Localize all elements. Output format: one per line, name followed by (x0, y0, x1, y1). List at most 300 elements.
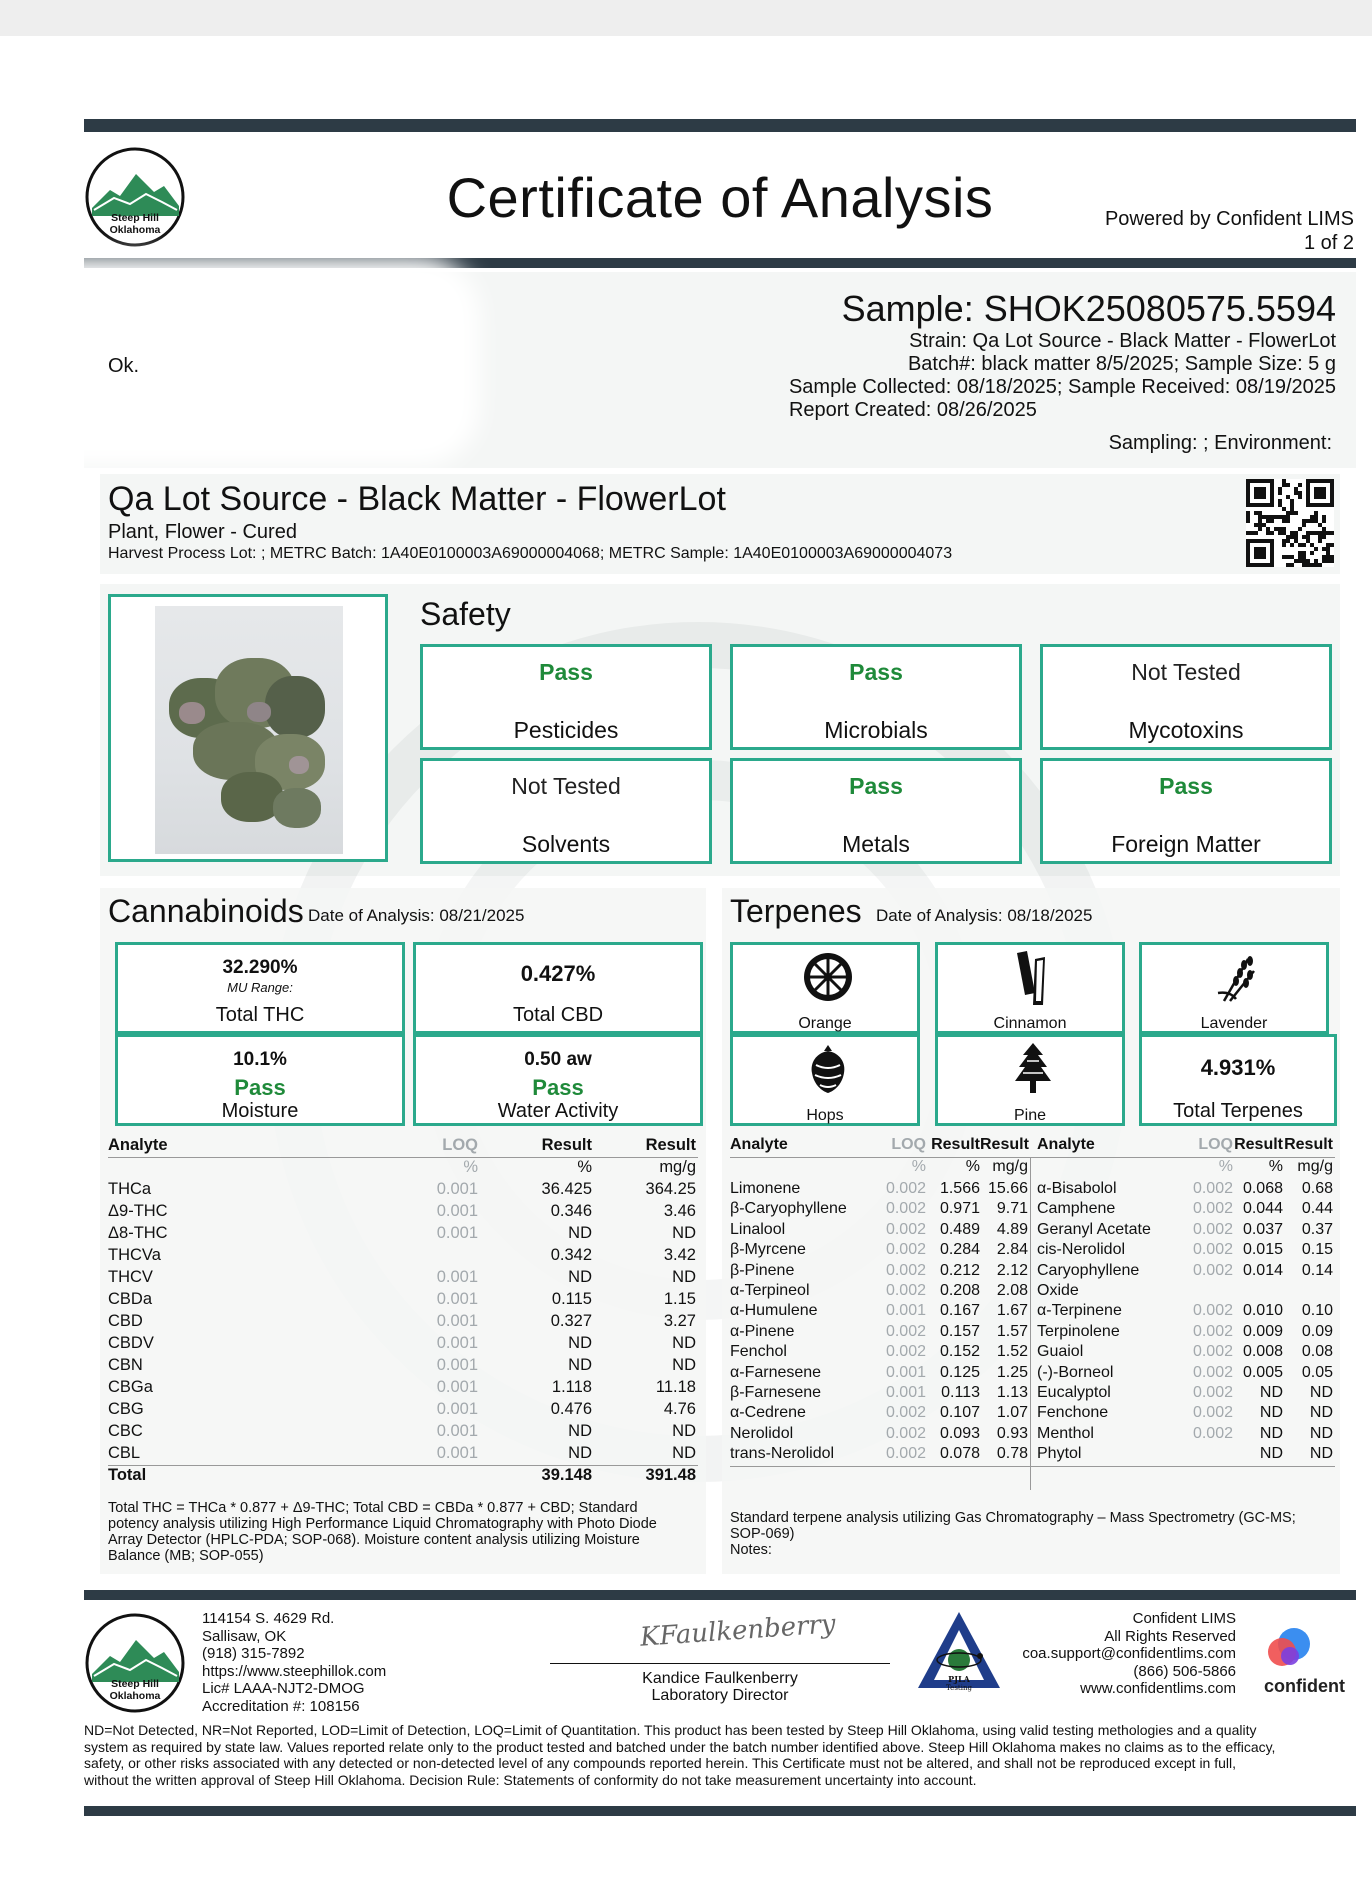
analyte-loq: 0.002 (1192, 1220, 1233, 1238)
analyte-result-mg: ND (672, 1224, 696, 1242)
moisture-box (115, 1034, 405, 1126)
analyte-loq: 0.001 (436, 1400, 478, 1418)
analyte-result-pct: ND (568, 1334, 592, 1352)
client-partial: Ok. (108, 355, 140, 377)
lavender-icon (1212, 951, 1262, 1003)
analyte-loq: 0.001 (436, 1356, 478, 1374)
analyte-loq: 0.001 (436, 1422, 478, 1440)
safety-test-microbials (730, 644, 1022, 750)
col-result-pct: Result (541, 1136, 592, 1154)
analyte-name: cis-Nerolidol (1037, 1241, 1126, 1259)
analyte-loq: 0.002 (1192, 1384, 1233, 1401)
analyte-result-mg: ND (1309, 1424, 1333, 1442)
terpenes-heading: Terpenes (730, 893, 862, 929)
lims-website-link[interactable]: www.confidentlims.com (1080, 1680, 1236, 1697)
terpenes-table (730, 1136, 1335, 1486)
analyte-loq: 0.002 (1192, 1363, 1233, 1381)
analyte-result-mg: 0.44 (1301, 1200, 1333, 1218)
analyte-loq: 0.002 (885, 1343, 926, 1361)
analyte-result-mg: 0.93 (996, 1424, 1028, 1442)
steep-hill-logo-footer (84, 1612, 186, 1714)
analyte-name: THCV (108, 1268, 153, 1286)
moisture-value: 10.1% (233, 1049, 287, 1070)
unit-loq: % (463, 1158, 478, 1176)
analyte-result-mg: 0.09 (1301, 1322, 1333, 1340)
footer-rule-bottom (84, 1806, 1356, 1816)
analyte-result-pct: 0.115 (551, 1290, 592, 1308)
table-row (108, 1246, 698, 1268)
disclaimer-line: ND=Not Detected, NR=Not Reported, LOD=Limit of Detection, LOQ=Limit of Quantitation. This product has been tested by Steep Hill Oklahoma, using valid testing methologies and a quality (84, 1722, 1257, 1738)
analyte-result-pct: 0.212 (939, 1261, 980, 1279)
total-thc-mu: MU Range: (227, 980, 293, 995)
moisture-status: Pass (234, 1075, 286, 1100)
water-activity-status: Pass (532, 1075, 584, 1100)
analyte-loq: 0.002 (885, 1200, 926, 1218)
analyte-result-mg: 2.84 (996, 1241, 1028, 1259)
analyte-loq: 0.001 (885, 1302, 926, 1320)
analyte-result-pct: 0.044 (1242, 1200, 1283, 1218)
analyte-loq: 0.002 (1192, 1241, 1233, 1259)
analyte-result-pct: 0.005 (1242, 1363, 1283, 1381)
table-row (730, 1302, 1335, 1324)
col-loq: LOQ (442, 1136, 478, 1154)
table-row (108, 1180, 698, 1202)
analyte-name: Guaiol (1037, 1343, 1084, 1361)
analyte-result-mg: 4.89 (996, 1220, 1028, 1238)
analyte-result-mg: ND (672, 1422, 696, 1440)
cannabinoids-table (108, 1136, 698, 1486)
unit-pct: % (965, 1158, 980, 1175)
analyte-result-pct: 1.118 (551, 1378, 592, 1396)
terpenes-date: Date of Analysis: 08/18/2025 (876, 906, 1093, 925)
pine-icon (1013, 1041, 1053, 1097)
analyte-result-pct: ND (568, 1422, 592, 1440)
report-created: Report Created: 08/26/2025 (788, 399, 1037, 421)
analyte-result-mg: 0.78 (996, 1445, 1028, 1463)
accreditation-number: Accreditation #: 108156 (202, 1697, 360, 1715)
analyte-result-pct: 0.342 (550, 1246, 592, 1264)
col-analyte: Analyte (730, 1136, 788, 1153)
terpenes-note (730, 1510, 1335, 1558)
address-line: 114154 S. 4629 Rd. (202, 1610, 335, 1627)
analyte-result-pct: 0.152 (939, 1343, 980, 1361)
logo-text-line1: Steep Hill (111, 1678, 159, 1690)
moisture-label: Moisture (221, 1100, 299, 1122)
col-result-mg-2: Result (1284, 1136, 1333, 1153)
analyte-result-mg: ND (672, 1444, 696, 1462)
safety-test-foreign-matter (1040, 758, 1332, 864)
analyte-result-pct: ND (1259, 1404, 1283, 1422)
table-row (108, 1356, 698, 1378)
hops-icon (806, 1043, 850, 1095)
table-row (108, 1378, 698, 1400)
terpene-icon-cinnamon (935, 942, 1125, 1034)
analyte-result-mg: 1.67 (996, 1302, 1028, 1320)
terpene-name: Cinnamon (993, 1015, 1067, 1032)
analyte-loq: 0.001 (436, 1224, 478, 1242)
table-row (730, 1262, 1335, 1284)
safety-status: Pass (849, 659, 903, 685)
analyte-name: Δ9-THC (108, 1202, 168, 1220)
analyte-result-pct: ND (1259, 1445, 1283, 1463)
redacted-client-info (0, 256, 480, 466)
analyte-loq: 0.002 (885, 1404, 926, 1422)
analyte-result-pct: ND (1259, 1384, 1283, 1401)
table-row (108, 1400, 698, 1422)
analyte-result-pct: 0.068 (1242, 1180, 1283, 1197)
analyte-result-mg: 0.15 (1301, 1241, 1333, 1259)
safety-status: Pass (539, 659, 593, 685)
cannabinoids-date: Date of Analysis: 08/21/2025 (308, 906, 525, 925)
page-number: 1 of 2 (1303, 232, 1354, 254)
col-result-pct: Result (931, 1136, 980, 1153)
total-result-mg: 391.48 (645, 1466, 696, 1484)
top-margin (0, 0, 1372, 36)
total-label: Total (108, 1466, 147, 1484)
analyte-loq: 0.002 (1192, 1343, 1233, 1361)
disclaimer-line: without the written approval of Steep Hill Oklahoma. Decision Rule: Statements of conformity do not take measurement uncertainty into account. (84, 1771, 977, 1788)
analyte-name: α-Farnesene (730, 1363, 822, 1381)
unit-mg: mg/g (992, 1158, 1028, 1175)
cannabinoids-note-line: Array Detector (HPLC-PDA; SOP-068). Moisture content analysis utilizing Moisture (108, 1532, 640, 1548)
total-terpenes-box (1139, 1034, 1337, 1126)
table-row (108, 1290, 698, 1312)
sample-batch: Batch#: black matter 8/5/2025; Sample Size: 5 g (907, 353, 1336, 375)
analyte-loq: 0.002 (885, 1241, 926, 1259)
table-row (108, 1268, 698, 1290)
analyte-name: Caryophyllene (1037, 1261, 1140, 1279)
analyte-result-pct: 0.125 (939, 1363, 980, 1381)
table-row (730, 1343, 1335, 1365)
terpenes-note-line: Notes: (730, 1542, 772, 1558)
analyte-name: β-Caryophyllene (730, 1200, 847, 1218)
analyte-result-mg: 3.46 (663, 1202, 696, 1220)
analyte-result-mg: 9.71 (996, 1200, 1028, 1218)
analyte-name: β-Myrcene (730, 1241, 806, 1259)
sample-id: Sample: SHOK25080575.5594 (841, 288, 1336, 329)
analyte-loq: 0.002 (885, 1445, 926, 1463)
table-row (730, 1384, 1335, 1406)
analyte-result-mg: 0.08 (1301, 1343, 1333, 1361)
disclaimer (84, 1722, 1356, 1788)
table-row (108, 1422, 698, 1444)
analyte-loq: 0.001 (436, 1378, 478, 1396)
col-loq-2: LOQ (1198, 1136, 1233, 1153)
analyte-result-mg: 0.14 (1301, 1261, 1333, 1279)
analyte-result-pct: 0.476 (550, 1400, 592, 1418)
safety-status: Not Tested (511, 773, 621, 799)
cannabinoids-note-line: potency analysis utilizing High Performance Liquid Chromatography with Photo Diode (108, 1516, 657, 1532)
safety-test-pesticides (420, 644, 712, 750)
terpene-icon-orange (730, 942, 920, 1034)
analyte-result-mg: ND (672, 1334, 696, 1352)
terpenes-note-line: Standard terpene analysis utilizing Gas Chromatography – Mass Spectrometry (GC-MS; (730, 1510, 1296, 1526)
safety-label: Metals (842, 831, 910, 857)
unit-loq-2: % (1218, 1158, 1233, 1175)
analyte-result-pct: 0.327 (550, 1312, 592, 1330)
license-number: Lic# LAAA-NJT2-DMOG (202, 1680, 365, 1697)
total-row (108, 1466, 698, 1488)
terpene-name: Hops (806, 1107, 844, 1124)
qr-code[interactable] (1246, 479, 1334, 567)
analyte-result-mg: ND (672, 1268, 696, 1286)
safety-label: Microbials (824, 717, 928, 743)
cinnamon-icon (1013, 949, 1053, 1007)
analyte-result-mg: 2.12 (996, 1261, 1028, 1279)
logo-text-line2: Oklahoma (109, 1690, 161, 1702)
table-row (108, 1202, 698, 1224)
table-row (108, 1444, 698, 1466)
analyte-loq: 0.001 (436, 1290, 478, 1308)
director-signature: KFaulkenberry (639, 1609, 837, 1653)
analyte-result-pct: 0.008 (1242, 1343, 1283, 1361)
terpene-name: Lavender (1200, 1015, 1268, 1032)
analyte-result-mg: 1.57 (996, 1322, 1028, 1340)
analyte-result-mg: 1.52 (996, 1343, 1028, 1361)
analyte-name: CBN (108, 1356, 143, 1374)
lab-address (202, 1610, 386, 1715)
analyte-loq: 0.001 (436, 1312, 478, 1330)
product-lot: Harvest Process Lot: ; METRC Batch: 1A40E0100003A69000004068; METRC Sample: 1A40E0100003A69000004073 (108, 545, 953, 562)
analyte-loq: 0.002 (885, 1220, 926, 1238)
analyte-name: CBC (108, 1422, 143, 1440)
unit-mg-2: mg/g (1297, 1158, 1333, 1175)
analyte-name: THCa (108, 1180, 152, 1198)
analyte-loq: 0.002 (1192, 1302, 1233, 1320)
analyte-loq: 0.001 (885, 1363, 926, 1381)
col-loq: LOQ (891, 1136, 926, 1153)
water-activity-label: Water Activity (497, 1100, 619, 1122)
analyte-result-mg: ND (1309, 1384, 1333, 1401)
analyte-name: β-Pinene (730, 1261, 795, 1279)
safety-status: Not Tested (1131, 659, 1241, 685)
col-result-mg: Result (645, 1136, 696, 1154)
analyte-result-mg: 1.25 (996, 1363, 1028, 1381)
analyte-result-mg: 3.42 (663, 1246, 696, 1264)
director-title: Laboratory Director (651, 1687, 789, 1704)
analyte-result-pct: 0.346 (550, 1202, 592, 1220)
total-cbd-label: Total CBD (512, 1004, 604, 1026)
confident-logo-text: confident (1264, 1676, 1345, 1696)
logo-text-line2: Oklahoma (109, 224, 161, 236)
analyte-name: Linalool (730, 1220, 786, 1238)
table-row (730, 1425, 1335, 1447)
total-result-pct: 39.148 (541, 1466, 592, 1484)
table-row (108, 1334, 698, 1356)
analyte-loq: 0.001 (885, 1384, 926, 1401)
analyte-result-mg: 3.27 (663, 1312, 696, 1330)
safety-label: Foreign Matter (1111, 831, 1261, 857)
analyte-name: α-Bisabolol (1037, 1180, 1117, 1197)
header-rule-top (84, 119, 1356, 132)
analyte-result-pct: ND (568, 1224, 592, 1242)
analyte-result-mg: 0.68 (1301, 1180, 1333, 1197)
analyte-name: Nerolidol (730, 1424, 794, 1442)
analyte-name: α-Terpinene (1037, 1302, 1122, 1320)
table-row (730, 1180, 1335, 1202)
disclaimer-line: system as required by state law. Values reported relate only to the product tested and batched under the batch number identified above. Steep Hill Oklahoma makes no claims as to the efficacy, (84, 1738, 1276, 1755)
analyte-result-mg: 0.05 (1301, 1363, 1333, 1381)
analyte-name: CBG (108, 1400, 144, 1418)
analyte-result-pct: 0.037 (1242, 1220, 1283, 1238)
lims-name: Confident LIMS (1132, 1610, 1236, 1627)
water-activity-value: 0.50 aw (524, 1049, 592, 1070)
lims-rights: All Rights Reserved (1104, 1627, 1236, 1645)
col-result-pct-2: Result (1234, 1136, 1283, 1153)
cannabinoids-note-line: Balance (MB; SOP-055) (108, 1548, 264, 1564)
analyte-name: β-Farnesene (730, 1384, 822, 1401)
analyte-loq: 0.002 (1192, 1261, 1233, 1279)
analyte-name: CBD (108, 1312, 143, 1330)
analyte-name: Fenchone (1037, 1404, 1109, 1422)
analyte-result-mg: ND (1309, 1404, 1333, 1422)
analyte-name: Terpinolene (1037, 1322, 1120, 1340)
analyte-name: Phytol (1037, 1445, 1082, 1463)
analyte-loq: 0.002 (1192, 1424, 1233, 1442)
terpene-name: Orange (798, 1015, 852, 1032)
analyte-result-mg: 0.10 (1301, 1302, 1333, 1320)
analyte-name: THCVa (108, 1246, 161, 1264)
analyte-result-pct: ND (568, 1356, 592, 1374)
powered-by-text: Powered by Confident LIMS (1104, 208, 1354, 230)
table-row (730, 1445, 1335, 1467)
water-activity-box (413, 1034, 703, 1126)
product-type: Plant, Flower - Cured (108, 521, 297, 543)
cannabinoids-note-line: Total THC = THCa * 0.877 + Δ9-THC; Total CBD = CBDa * 0.877 + CBD; Standard (108, 1500, 638, 1516)
analyte-result-mg: 15.66 (987, 1180, 1028, 1197)
analyte-name: Camphene (1037, 1200, 1116, 1218)
unit-pct: % (577, 1158, 592, 1176)
address-phone: (918) 315-7892 (202, 1645, 305, 1662)
lims-info (980, 1610, 1236, 1698)
analyte-name: CBDa (108, 1290, 153, 1308)
table-row (730, 1241, 1335, 1263)
col-analyte: Analyte (108, 1136, 168, 1154)
analyte-name: Menthol (1037, 1424, 1094, 1442)
analyte-loq: 0.002 (885, 1261, 926, 1279)
pjla-text: PJLA (948, 1674, 970, 1684)
table-row (108, 1312, 698, 1334)
analyte-result-pct: 0.107 (939, 1404, 980, 1422)
signature-line (550, 1663, 890, 1664)
analyte-name: α-Pinene (730, 1322, 795, 1340)
safety-label: Solvents (521, 831, 611, 857)
analyte-result-pct: ND (568, 1444, 592, 1462)
unit-loq: % (911, 1158, 926, 1175)
analyte-loq: 0.002 (1192, 1404, 1233, 1422)
product-title: Qa Lot Source - Black Matter - FlowerLot (108, 480, 726, 518)
table-row (730, 1404, 1335, 1426)
analyte-result-pct: 0.157 (939, 1322, 980, 1340)
page-title: Certificate of Analysis (446, 166, 994, 229)
analyte-result-pct: ND (1259, 1424, 1283, 1442)
analyte-result-pct: 0.971 (939, 1200, 980, 1218)
analyte-name: Δ8-THC (108, 1224, 168, 1242)
terpene-icon-pine (935, 1034, 1125, 1126)
analyte-result-pct: 0.093 (939, 1424, 980, 1442)
analyte-loq: 0.002 (1192, 1322, 1233, 1340)
analyte-loq: 0.001 (436, 1180, 478, 1198)
sampling-environment: Sampling: ; Environment: (1108, 432, 1332, 454)
analyte-loq: 0.001 (436, 1444, 478, 1462)
sample-photo (155, 606, 343, 854)
analyte-name: α-Cedrene (730, 1404, 806, 1422)
director-name: Kandice Faulkenberry (642, 1670, 798, 1687)
footer-rule-top (84, 1590, 1356, 1600)
total-thc-value: 32.290% (222, 957, 298, 978)
analyte-result-pct: 0.010 (1242, 1302, 1283, 1320)
table-row (730, 1364, 1335, 1386)
analyte-name: α-Terpineol (730, 1282, 810, 1299)
director-info (550, 1670, 890, 1704)
analyte-name: CBGa (108, 1378, 153, 1396)
total-thc-label: Total THC (215, 1004, 305, 1026)
total-cbd-box (413, 942, 703, 1034)
analyte-loq: 0.001 (436, 1334, 478, 1352)
safety-test-metals (730, 758, 1022, 864)
analyte-name: trans-Nerolidol (730, 1445, 835, 1463)
total-thc-box (115, 942, 405, 1034)
analyte-name: (-)-Borneol (1037, 1363, 1114, 1381)
analyte-result-mg: 11.18 (655, 1378, 696, 1396)
lims-support-email[interactable]: coa.support@confidentlims.com (1022, 1645, 1236, 1662)
table-row (730, 1200, 1335, 1222)
analyte-result-pct: 0.015 (1242, 1241, 1283, 1259)
analyte-result-pct: 0.167 (939, 1302, 980, 1320)
analyte-name: Geranyl Acetate (1037, 1220, 1151, 1238)
pjla-sub: Testing (946, 1684, 972, 1692)
analyte-result-pct: ND (568, 1268, 592, 1286)
analyte-result-pct: 0.284 (939, 1241, 980, 1259)
cannabinoids-note (108, 1500, 698, 1564)
lab-website-link[interactable]: https://www.steephillok.com (202, 1662, 387, 1680)
analyte-result-mg: 364.25 (645, 1180, 696, 1198)
steep-hill-logo (84, 146, 186, 248)
analyte-result-mg: 0.37 (1301, 1220, 1333, 1238)
analyte-result-pct: 0.113 (941, 1384, 980, 1401)
analyte-result-mg: ND (1309, 1445, 1333, 1463)
table-row (730, 1323, 1335, 1345)
disclaimer-line: safety, or other risks associated with any detected or non-detected level of any compounds reported herein. This Certificate must not be altered, and shall not be reproduced except in full, (84, 1755, 1237, 1771)
analyte-loq: 0.002 (1192, 1180, 1233, 1197)
total-terpenes-label: Total Terpenes (1173, 1100, 1303, 1122)
safety-label: Mycotoxins (1128, 717, 1244, 743)
terpene-name: Pine (1013, 1107, 1047, 1124)
analyte-result-mg: ND (672, 1356, 696, 1374)
analyte-name: CBL (108, 1444, 141, 1462)
analyte-name: Eucalyptol (1037, 1384, 1111, 1401)
analyte-name: Oxide (1037, 1282, 1079, 1299)
safety-test-mycotoxins (1040, 644, 1332, 750)
address-line: Sallisaw, OK (202, 1627, 287, 1645)
cannabinoids-heading: Cannabinoids (108, 893, 304, 929)
table-row (108, 1224, 698, 1246)
analyte-name: Fenchol (730, 1343, 787, 1361)
lims-phone: (866) 506-5866 (1133, 1662, 1236, 1680)
safety-heading: Safety (420, 596, 511, 632)
orange-icon (802, 951, 854, 1003)
analyte-name: Limonene (730, 1180, 801, 1197)
analyte-name: α-Humulene (730, 1302, 818, 1320)
safety-status: Pass (1159, 773, 1213, 799)
analyte-result-mg: 4.76 (663, 1400, 696, 1418)
analyte-result-pct: 0.489 (939, 1220, 980, 1238)
sample-collected: Sample Collected: 08/18/2025; Sample Received: 08/19/2025 (788, 376, 1336, 398)
analyte-loq: 0.001 (436, 1202, 478, 1220)
analyte-result-pct: 1.566 (939, 1180, 980, 1197)
analyte-loq: 0.002 (885, 1180, 926, 1197)
analyte-result-pct: 0.078 (939, 1445, 980, 1463)
